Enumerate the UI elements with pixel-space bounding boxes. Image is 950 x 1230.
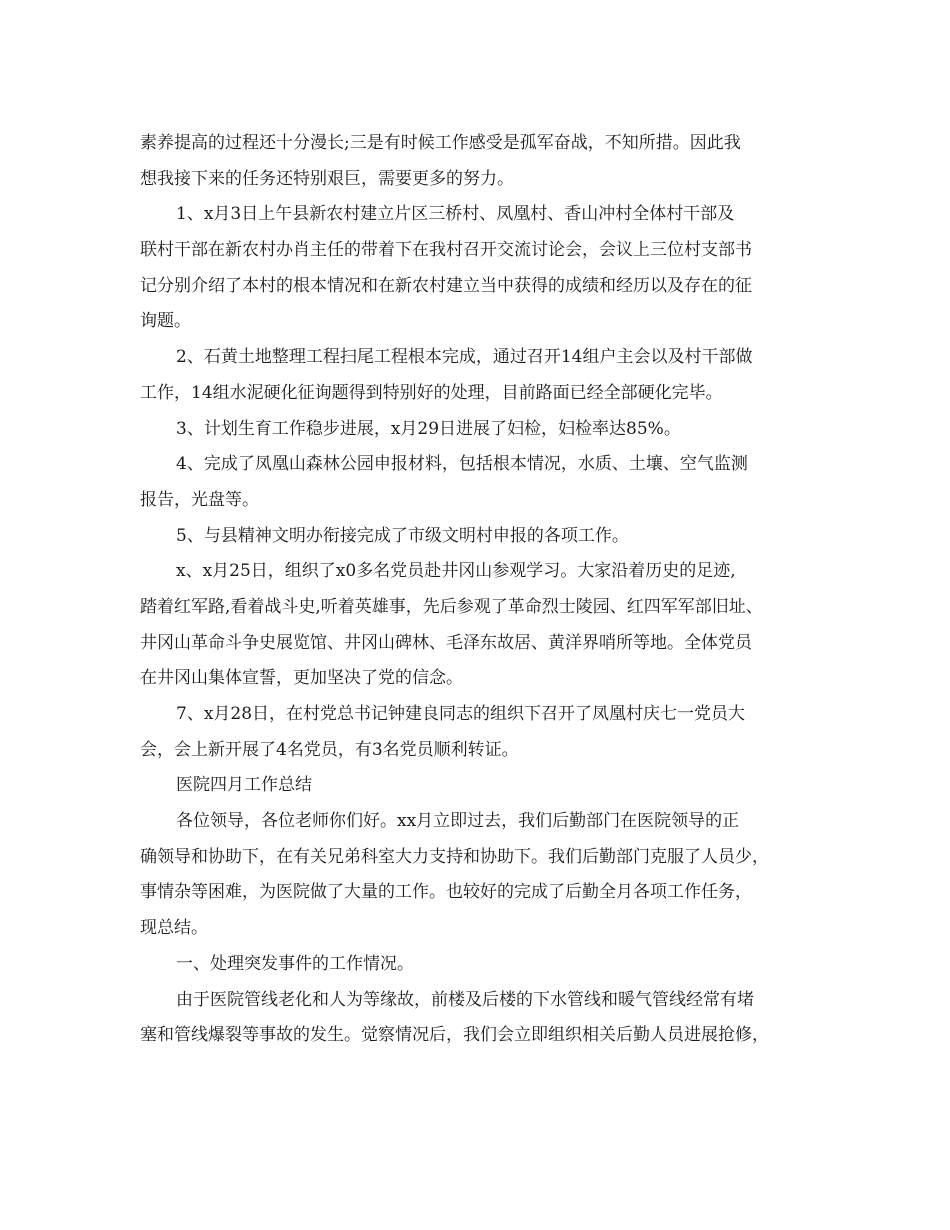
text-line: 1、x月3日上午县新农村建立片区三桥村、凤凰村、香山冲村全体村干部及 [176, 204, 735, 225]
text-line: 塞和管线爆裂等事故的发生。觉察情况后，我们会立即组织相关后勤人员进展抢修， [140, 1025, 769, 1046]
text-line: 现总结。 [140, 918, 208, 939]
document-body [140, 126, 840, 1054]
text-line: 素养提高的过程还十分漫长;三是有时候工作感受是孤军奋战，不知所措。因此我 [140, 133, 741, 153]
text-line: 由于医院管线老化和人为等缘故，前楼及后楼的下水管线和暖气管线经常有堵 [176, 989, 754, 1010]
text-line: 工作，14组水泥硬化征询题得到特别好的处理，目前路面已经全部硬化完毕。 [140, 382, 723, 403]
text-line: 井冈山革命斗争史展览馆、井冈山碑林、毛泽东故居、黄洋界哨所等地。全体党员 [140, 632, 752, 653]
text-line: x、x月25日，组织了x0多名党员赴井冈山参观学习。大家沿着历史的足迹, [176, 561, 736, 582]
text-line: 事情杂等困难，为医院做了大量的工作。也较好的完成了后勤全月各项工作任务， [140, 882, 752, 903]
text-line: 各位领导，各位老师你们好。xx月立即过去，我们后勤部门在医院领导的正 [176, 811, 740, 832]
text-line: 想我接下来的任务还特别艰巨，需要更多的努力。 [140, 168, 514, 189]
text-line: 5、与县精神文明办衔接完成了市级文明村申报的各项工作。 [176, 525, 629, 546]
text-line: 医院四月工作总结 [176, 775, 312, 796]
text-line: 2、石黄土地整理工程扫尾工程根本完成，通过召开14组户主会以及村干部做 [176, 347, 753, 368]
text-line: 会，会上新开展了4名党员，有3名党员顺利转证。 [140, 739, 519, 760]
text-line: 报告，光盘等。 [140, 489, 259, 510]
text-line: 一、处理突发事件的工作情况。 [176, 953, 414, 974]
text-line: 踏着红军路,看着战斗史,听着英雄事，先后参观了革命烈士陵园、红四军军部旧址、 [140, 596, 763, 617]
text-line: 确领导和协助下，在有关兄弟科室大力支持和协助下。我们后勤部门克服了人员少， [140, 846, 769, 867]
text-line: 3、计划生育工作稳步进展，x月29日进展了妇检，妇检率达85%。 [176, 418, 681, 439]
text-line: 联村干部在新农村办肖主任的带着下在我村召开交流讨论会，会议上三位村支部书 [140, 240, 752, 261]
text-line: 询题。 [140, 311, 191, 332]
text-line: 记分别介绍了本村的根本情况和在新农村建立当中获得的成绩和经历以及存在的征 [140, 275, 752, 296]
text-line: 在井冈山集体宣誓，更加坚决了党的信念。 [140, 668, 463, 689]
text-line: 7、x月28日，在村党总书记钟建良同志的组织下召开了凤凰村庆七一党员大 [176, 704, 746, 724]
text-line: 4、完成了凤凰山森林公园申报材料，包括根本情况，水质、土壤、空气监测 [176, 454, 748, 475]
